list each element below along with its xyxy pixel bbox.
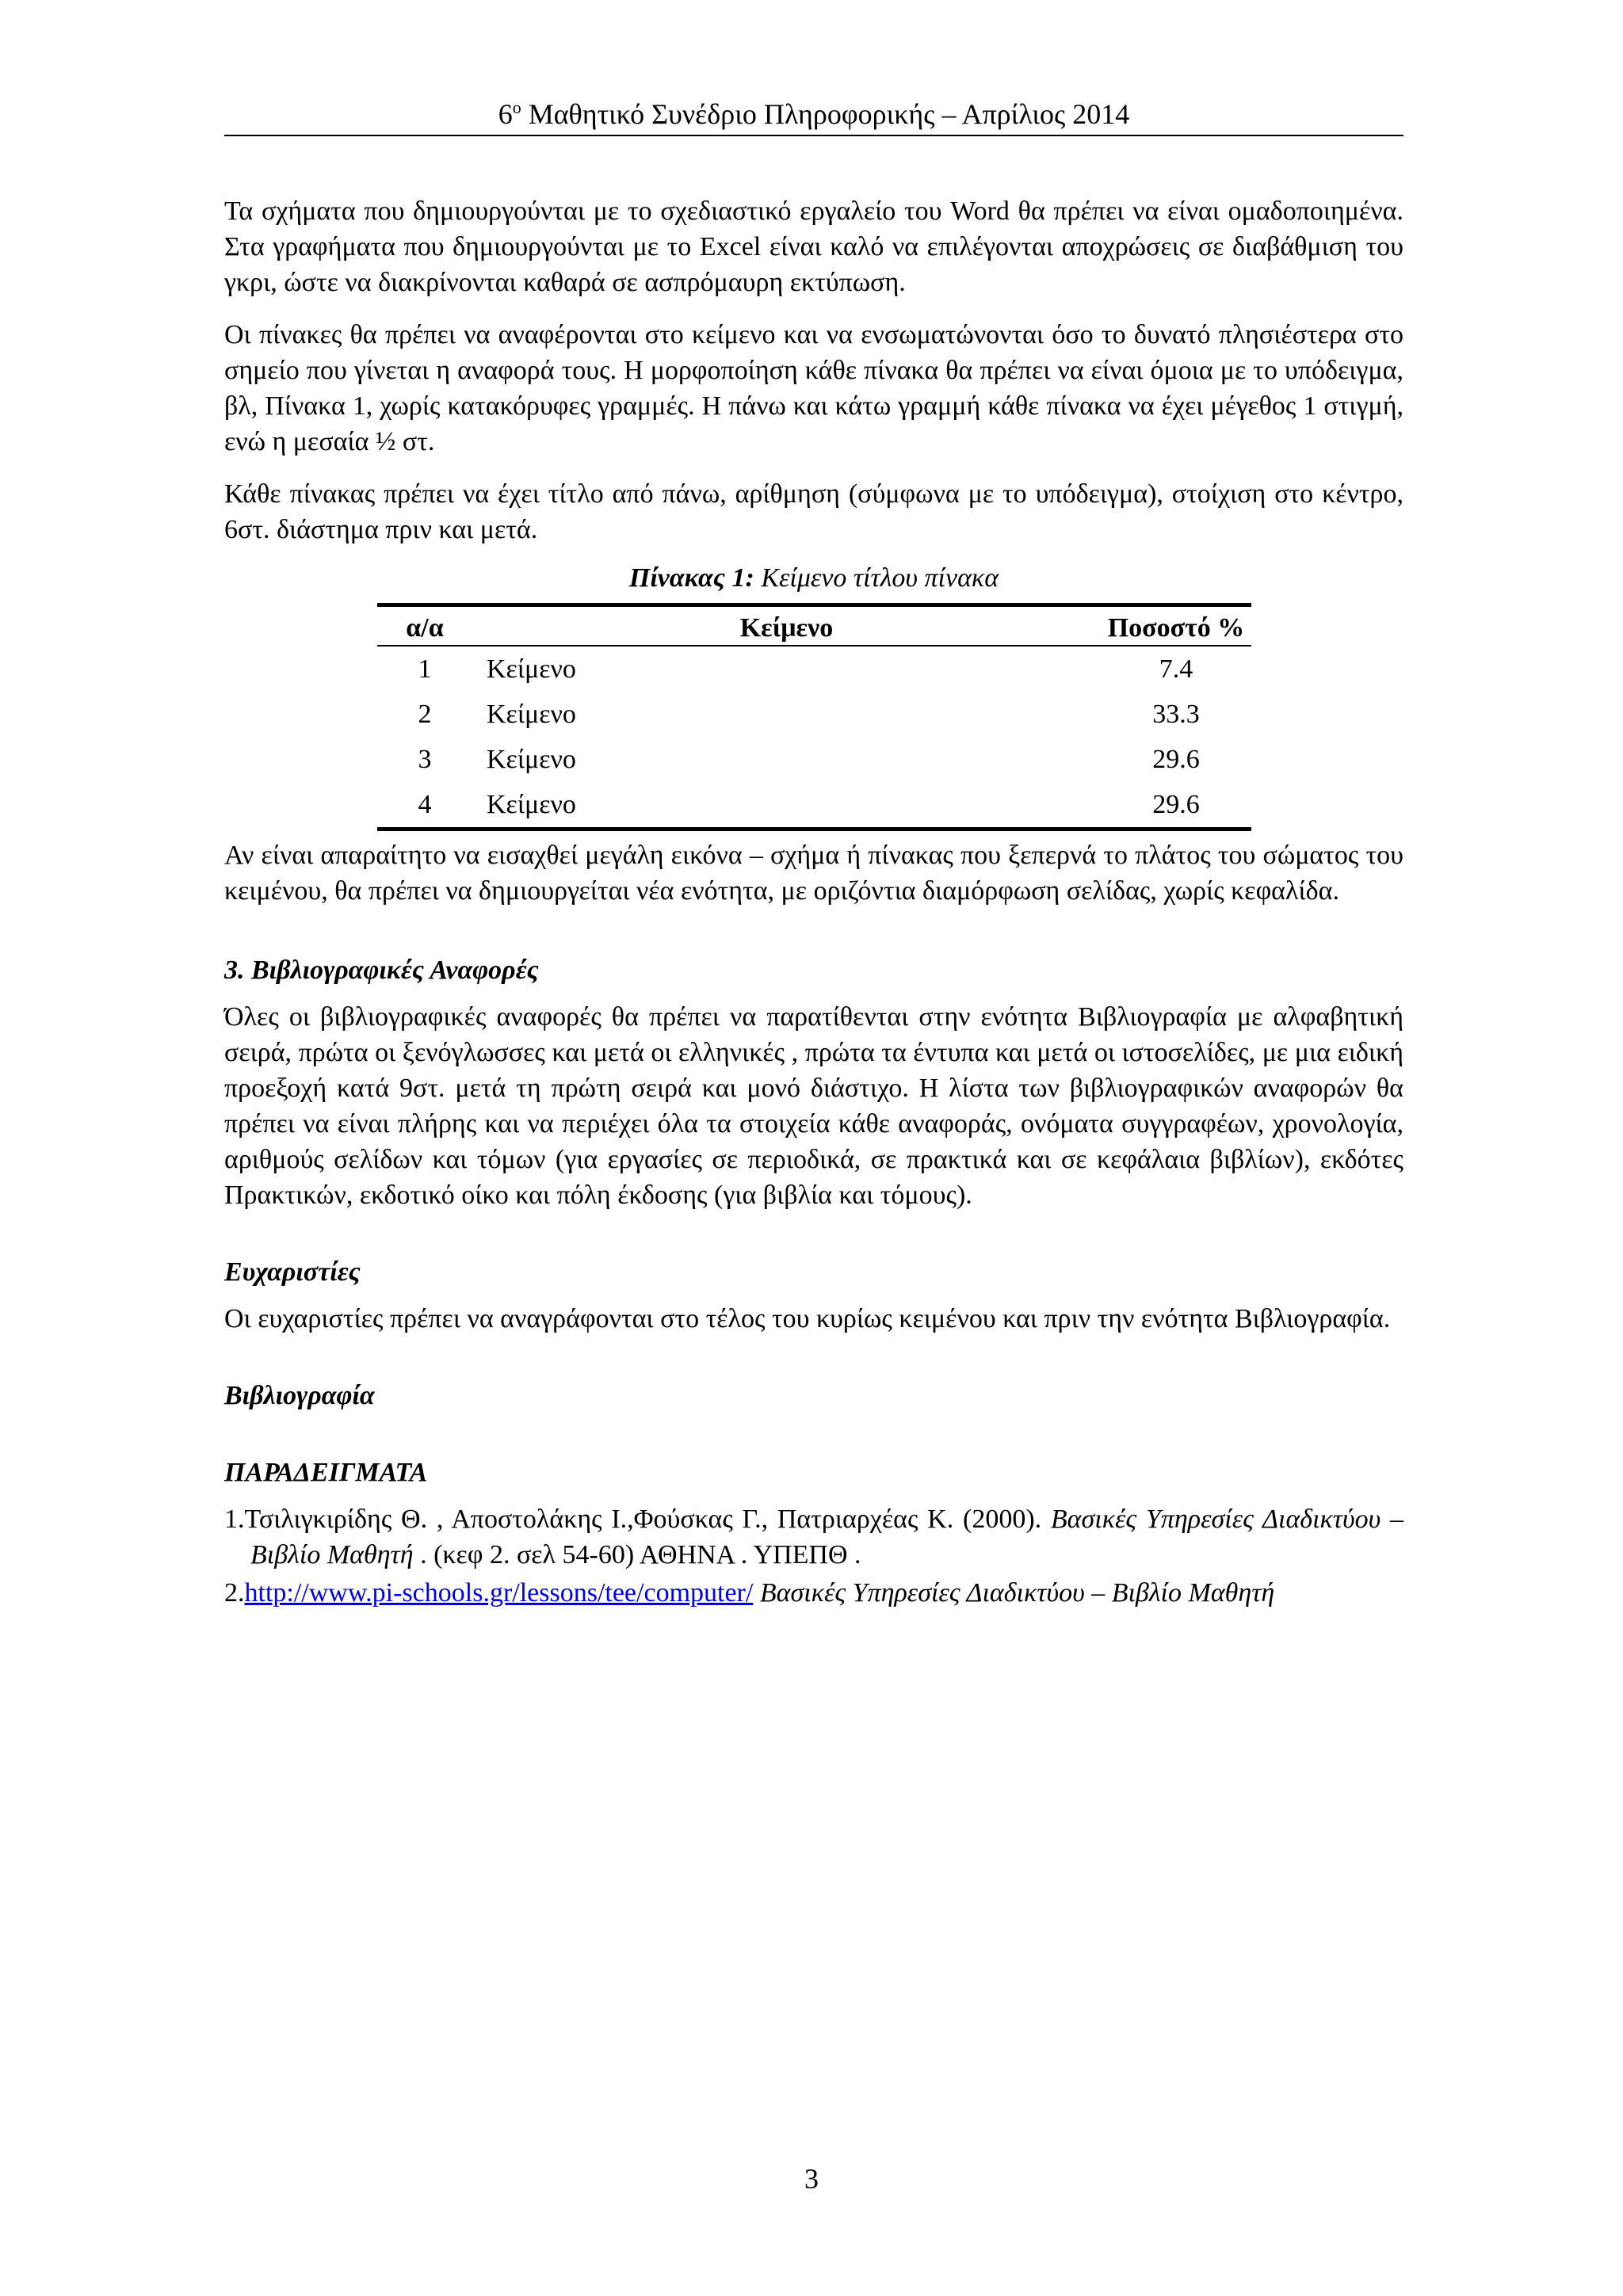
page-number: 3 — [804, 2163, 819, 2195]
reference-number: 2. — [224, 1578, 245, 1608]
reference-item — [224, 1501, 1403, 1573]
table-row — [377, 737, 1251, 782]
table-cell-text: Κείμενο — [487, 700, 576, 729]
table-header-index: α/α — [406, 613, 444, 643]
table-cell-index: 4 — [418, 790, 432, 819]
paragraph-shapes: Τα σχήματα που δημιουργούνται με το σχεδιαστικό εργαλείο του Word θα πρέπει να είναι ομαδοποιημένα. Στα γραφήματα που δημιουργούνται με το Excel είναι καλό να επιλέγονται αποχρώσεις σε διαβάθμιση του γκρι, ώστε να διακρίνονται καθαρά σε ασπρόμαυρη εκτύπωση. — [224, 196, 1403, 297]
header-rule — [224, 135, 1403, 136]
reference-item — [224, 1575, 1403, 1611]
section-heading-bibliography: Βιβλιογραφία — [224, 1381, 375, 1410]
reference-list — [224, 1501, 1403, 1611]
table-cell-index: 2 — [418, 700, 432, 729]
reference-link[interactable]: http://www.pi-schools.gr/lessons/tee/computer/ — [244, 1578, 754, 1608]
table-header-text: Κείμενο — [739, 613, 834, 643]
table-header-row — [377, 605, 1251, 646]
section-heading-references: 3. Βιβλιογραφικές Αναφορές — [224, 955, 539, 985]
paragraph-references: Όλες οι βιβλιογραφικές αναφορές θα πρέπει να παρατίθενται στην ενότητα Βιβλιογραφία με αλφαβητική σειρά, πρώτα οι ξενόγλωσσες και μετά οι ελληνικές , πρώτα τα έντυπα και μετά οι ιστοσελίδες, με μια ειδική προεξοχή κατά 9στ. μετά τη πρώτη σειρά και μονό διάστιχο. Η λίστα των βιβλιογραφικών αναφορών θα πρέπει να είναι πλήρης και να περιέχει όλα τα στοιχεία κάθε αναφοράς, ονόματα συγγραφέων, χρονολογία, αριθμούς σελίδων και τόμων (για εργασίες σε περιοδικά, σε πρακτικά και σε κεφάλαια βιβλίων), εκδότες Πρακτικών, εκδοτικό οίκο και πόλη έκδοσης (για βιβλία και τόμους). — [224, 1002, 1403, 1210]
reference-title: Βασικές Υπηρεσίες Διαδικτύου – Βιβλίο Μαθητή — [250, 1505, 1403, 1569]
table-cell-index: 1 — [418, 654, 432, 684]
table-cell-text: Κείμενο — [487, 745, 576, 774]
table-cell-text: Κείμενο — [487, 654, 576, 684]
table-row — [377, 646, 1251, 692]
table-caption-text: Κείμενο τίτλου πίνακα — [754, 563, 999, 593]
table-cell-percent: 29.6 — [1152, 745, 1200, 774]
document-body — [224, 193, 1403, 1611]
paragraph-thanks: Οι ευχαριστίες πρέπει να αναγράφονται στο τέλος του κυρίως κειμένου και πριν την ενότητα Βιβλιογραφία. — [224, 1304, 1391, 1333]
table-cell-index: 3 — [418, 745, 432, 774]
section-heading-examples: ΠΑΡΑΔΕΙΓΜΑΤΑ — [224, 1458, 428, 1487]
paragraph-large-image: Αν είναι απαραίτητο να εισαχθεί μεγάλη εικόνα – σχήμα ή πίνακας που ξεπερνά το πλάτος του σώματος του κειμένου, θα πρέπει να δημιουργείται νέα ενότητα, με οριζόντια διαμόρφωση σελίδας, χωρίς κεφαλίδα. — [224, 841, 1403, 906]
reference-authors: 1.Τσιλιγκιρίδης Θ. , Αποστολάκης Ι.,Φούσκας Γ., Πατριαρχέας Κ. (2000). — [224, 1505, 1051, 1534]
paragraph-table-title: Κάθε πίνακας πρέπει να έχει τίτλο από πάνω, αρίθμηση (σύμφωνα με το υπόδειγμα), στοίχιση στο κέντρο, 6στ. διάστημα πριν και μετά. — [224, 479, 1403, 544]
table-cell-percent: 7.4 — [1159, 654, 1193, 684]
table-row — [377, 782, 1251, 830]
reference-title: Βασικές Υπηρεσίες Διαδικτύου – Βιβλίο Μαθητή — [753, 1578, 1275, 1608]
header-ordinal: 6 — [498, 98, 513, 130]
table-cell-percent: 29.6 — [1152, 790, 1200, 819]
table-caption — [224, 559, 1403, 598]
running-header — [224, 97, 1403, 132]
table-row — [377, 692, 1251, 737]
table-caption-label: Πίνακας 1: — [628, 563, 754, 593]
reference-details: . (κεφ 2. σελ 54-60) ΑΘΗΝΑ . ΥΠΕΠΘ . — [413, 1540, 861, 1569]
section-heading-thanks: Ευχαριστίες — [224, 1257, 361, 1287]
table-cell-percent: 33.3 — [1152, 700, 1200, 729]
paragraph-tables: Οι πίνακες θα πρέπει να αναφέρονται στο κείμενο και να ενσωματώνονται όσο το δυνατό πλησιέστερα στο σημείο που γίνεται η αναφορά τους. Η μορφοποίηση κάθε πίνακα θα πρέπει να είναι όμοια με το υπόδειγμα, βλ, Πίνακα 1, χωρίς κατακόρυφες γραμμές. Η πάνω και κάτω γραμμή κάθε πίνακα να έχει μέγεθος 1 στιγμή, ενώ η μεσαία ½ στ. — [224, 320, 1403, 456]
table-cell-text: Κείμενο — [487, 790, 576, 819]
table-header-percent: Ποσοστό % — [1107, 613, 1245, 643]
sample-table — [377, 603, 1251, 831]
header-ordinal-suffix: ο — [512, 97, 521, 117]
header-text: Μαθητικό Συνέδριο Πληροφορικής – Απρίλιος 2014 — [521, 98, 1130, 130]
